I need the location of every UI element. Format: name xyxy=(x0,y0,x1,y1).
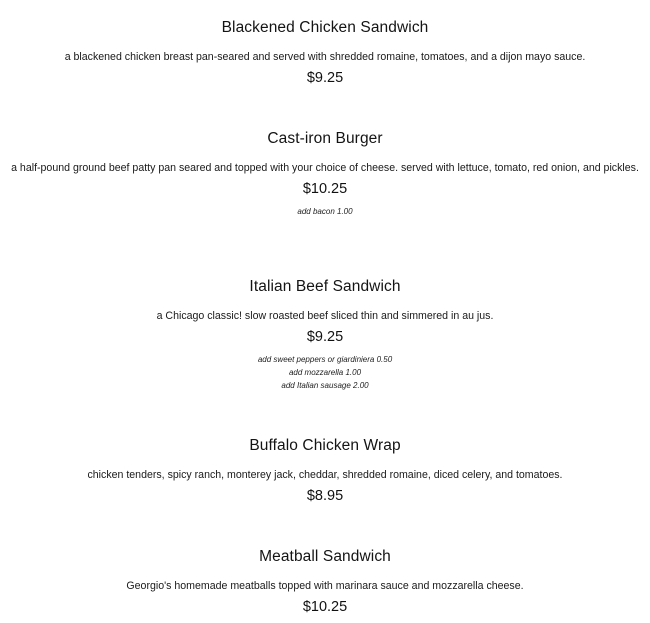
item-price: $9.25 xyxy=(306,70,344,86)
addon-line: add bacon 1.00 xyxy=(297,207,353,216)
addon-line: add mozzarella 1.00 xyxy=(288,368,362,377)
item-price: $8.95 xyxy=(306,488,344,504)
item-description: a blackened chicken breast pan-seared and served with shredded romaine, tomatoes, and a dijon mayo sauce. xyxy=(64,51,586,63)
item-description: a half-pound ground beef patty pan seared and topped with your choice of cheese. served with lettuce, tomato, red onion, and pickles. xyxy=(11,162,639,174)
item-name: Blackened Chicken Sandwich xyxy=(221,19,429,36)
item-name: Italian Beef Sandwich xyxy=(249,278,401,295)
item-name: Buffalo Chicken Wrap xyxy=(249,437,401,454)
item-addons xyxy=(0,353,650,392)
item-price: $10.25 xyxy=(302,599,348,615)
item-description: Georgio's homemade meatballs topped with marinara sauce and mozzarella cheese. xyxy=(126,580,524,592)
addon-line: add sweet peppers or giardiniera 0.50 xyxy=(257,355,393,364)
menu-item xyxy=(0,436,650,505)
menu-item xyxy=(0,547,650,616)
addon-line: add Italian sausage 2.00 xyxy=(281,381,369,390)
item-name: Meatball Sandwich xyxy=(259,548,391,565)
menu-item xyxy=(0,129,650,218)
menu-item xyxy=(0,277,650,392)
item-description: a Chicago classic! slow roasted beef sliced thin and simmered in au jus. xyxy=(156,310,494,322)
item-addons xyxy=(0,205,650,218)
item-name: Cast-iron Burger xyxy=(267,130,383,147)
menu-item xyxy=(0,18,650,87)
item-price: $10.25 xyxy=(302,181,348,197)
item-description: chicken tenders, spicy ranch, monterey jack, cheddar, shredded romaine, diced celery, and tomatoes. xyxy=(87,469,563,481)
item-price: $9.25 xyxy=(306,329,344,345)
